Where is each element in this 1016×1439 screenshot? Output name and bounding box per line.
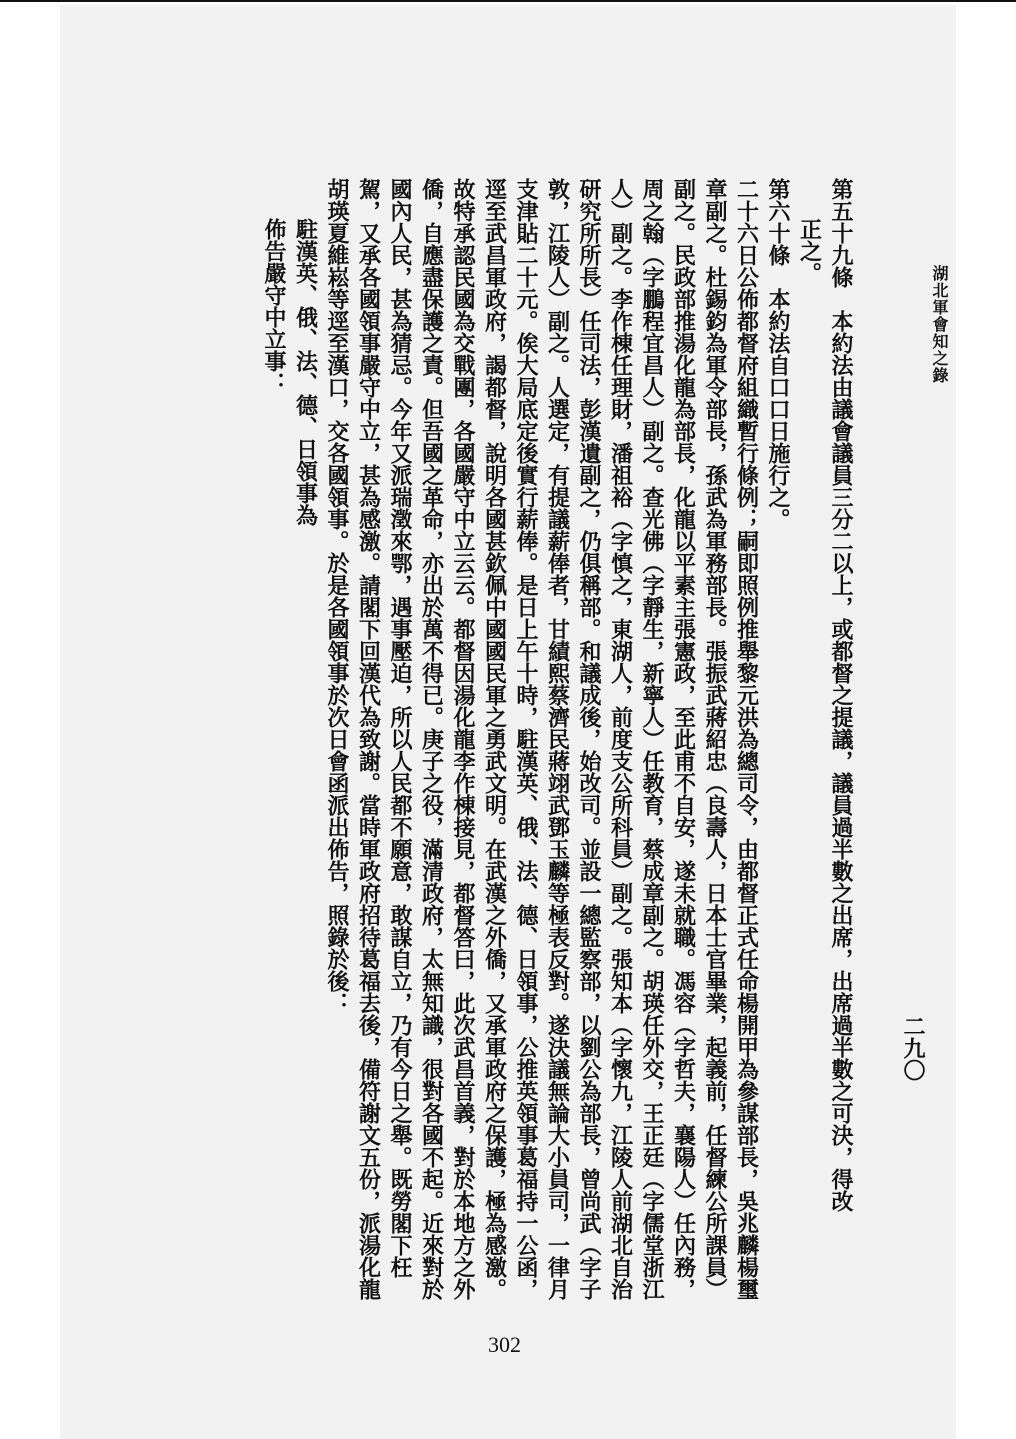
article-59	[825, 178, 857, 1308]
running-head: 湖北軍會知之錄	[930, 265, 949, 384]
article-60-text: 本約法自口口日施行之。	[765, 288, 791, 530]
article-59-continuation: 正之。	[796, 218, 823, 284]
article-59-label: 第五十九條	[828, 178, 854, 288]
article-60-label: 第六十條	[765, 178, 791, 266]
vertical-text-body	[140, 178, 856, 1308]
paragraph-notice: 佈告嚴守中立事：	[261, 218, 287, 394]
page-number: 302	[488, 1332, 521, 1357]
article-60	[762, 178, 794, 1308]
article-59-text: 本約法由議會議員三分二以上，或都督之提議，議員過半數之出席，出席過半數之可決，得改	[828, 310, 854, 1212]
top-border-line	[0, 0, 1016, 2]
paragraph-consuls: 駐漢英、俄、法、德、日領事為	[292, 218, 319, 526]
folio-number: 二九〇	[900, 1015, 926, 1081]
paragraph-main: 二十六日公佈都督府組織暫行條例；嗣即照例推舉黎元洪為總司令，由都督正式任命楊開甲為參謀部長，吳兆麟楊璽章副之。杜錫鈞為軍令部長，孫武為軍務部長。張振武蔣紹忠（良壽人，日本士官畢業，起義前，任督練公所課員）副之。民政部推湯化龍為部長，化龍以平素主張憲政，至此甫不自安，遂未就職。馮容（字哲夫，襄陽人）任內務，周之翰（字鵬程宜昌人）副之。查光佛（字靜生，新寧人）任教育，蔡成章副之。胡瑛任外交，王正廷（字儒堂浙江人）副之。李作棟任理財，潘祖裕（字慎之，東湖人，前度支公所科員）副之。張知本（字懷九，江陵人前湖北自治研究所所長）任司法，彭漢遺副之，仍俱稱部。和議成後，始改司。並設一總監察部，以劉公為部長，曾尚武（字子敦，江陵人）副之。人選定，有提議薪俸者，甘績熙蔡濟民蔣翊武鄧玉麟等極表反對。遂決議無論大小員司，一律月支津貼二十元。俟大局底定後實行薪俸。是日上午十時，駐漢英、俄、法、德、日領事，公推英領事葛福持一公函，逕至武昌軍政府，謁都督，說明各國甚欽佩中國國民軍之勇武文明。在武漢之外僑，又承軍政府之保護，極為感激。故特承認民國為交戰團，各國嚴守中立云云。都督因湯化龍李作棟接見，都督答曰，此次武昌首義，對於本地方之外僑，自應盡保護之責。但吾國之革命，亦出於萬不得已。庚子之役，滿清政府，太無知識，很對各國不起。近來對於國內人民，甚為猜忌。今年又派瑞澂來鄂，遇事壓迫，所以人民都不願意，敢謀自立，乃有今日之舉。既勞閣下枉駕，又承各國領事嚴守中立，甚為感激。請閣下回漢代為致謝。當時軍政府招待葛福去後，備符謝文五份，派湯化龍胡瑛夏維崧等逕至漢口，交各國領事。於是各國領事於次日會函派出佈告，照錄於後：	[324, 178, 760, 1300]
